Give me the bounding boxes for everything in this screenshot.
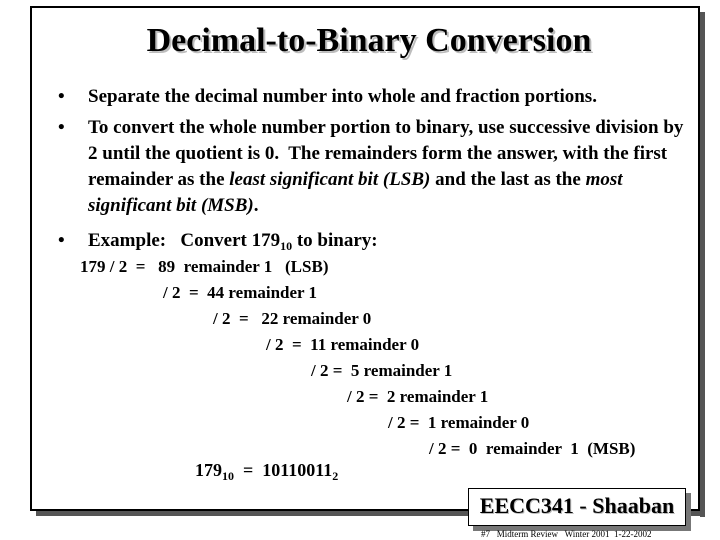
lsb-term: least significant bit (LSB) [229,169,431,190]
division-step: / 2 = 22 remainder 0 [213,309,372,328]
result-lhs-subscript: 10 [222,469,234,483]
result-rhs-subscript: 2 [332,469,339,483]
division-step: / 2 = 5 remainder 1 [311,361,453,380]
conversion-result [195,460,338,484]
bullet-text: Separate the decimal number into whole and fraction portions. [88,86,597,107]
division-step: / 2 = 2 remainder 1 [347,387,489,406]
division-step: / 2 = 11 remainder 0 [266,335,420,354]
result-value: = 10110011 [234,460,333,480]
division-step: / 2 = 0 remainder 1 (MSB) [429,439,636,458]
bullet-text [88,228,688,259]
example-suffix: to binary: [292,230,378,251]
bullet-text-part2: and the last as the [430,169,586,190]
bullet-dot: • [58,117,65,138]
bullet-text [88,115,688,219]
bullet-text-part1: To convert the whole number portion to binary, use successive division by 2 until the quotient is 0. The remainders form the answer, with the first remainder as the [88,117,689,190]
division-step: / 2 = 1 remainder 0 [388,413,530,432]
course-badge-label: EECC341 - Shaaban [479,493,675,518]
msb-term: most significant bit (MSB) [88,169,628,216]
example-subscript: 10 [280,239,293,253]
division-step: / 2 = 44 remainder 1 [163,283,318,302]
result-lhs: 179 [195,460,222,480]
frame-shadow-right [700,12,705,517]
division-step: 179 / 2 = 89 remainder 1 (LSB) [80,257,329,276]
bullet-dot: • [58,86,65,107]
course-badge [468,488,686,526]
bullet-dot: • [58,230,65,251]
example-prefix: Example: Convert 179 [88,230,281,251]
slide-footer: #7 Midterm Review Winter 2001 1-22-2002 [481,529,652,539]
slide-title: Decimal-to-Binary Conversion [146,22,592,59]
bullet-text-part3: . [253,195,259,216]
